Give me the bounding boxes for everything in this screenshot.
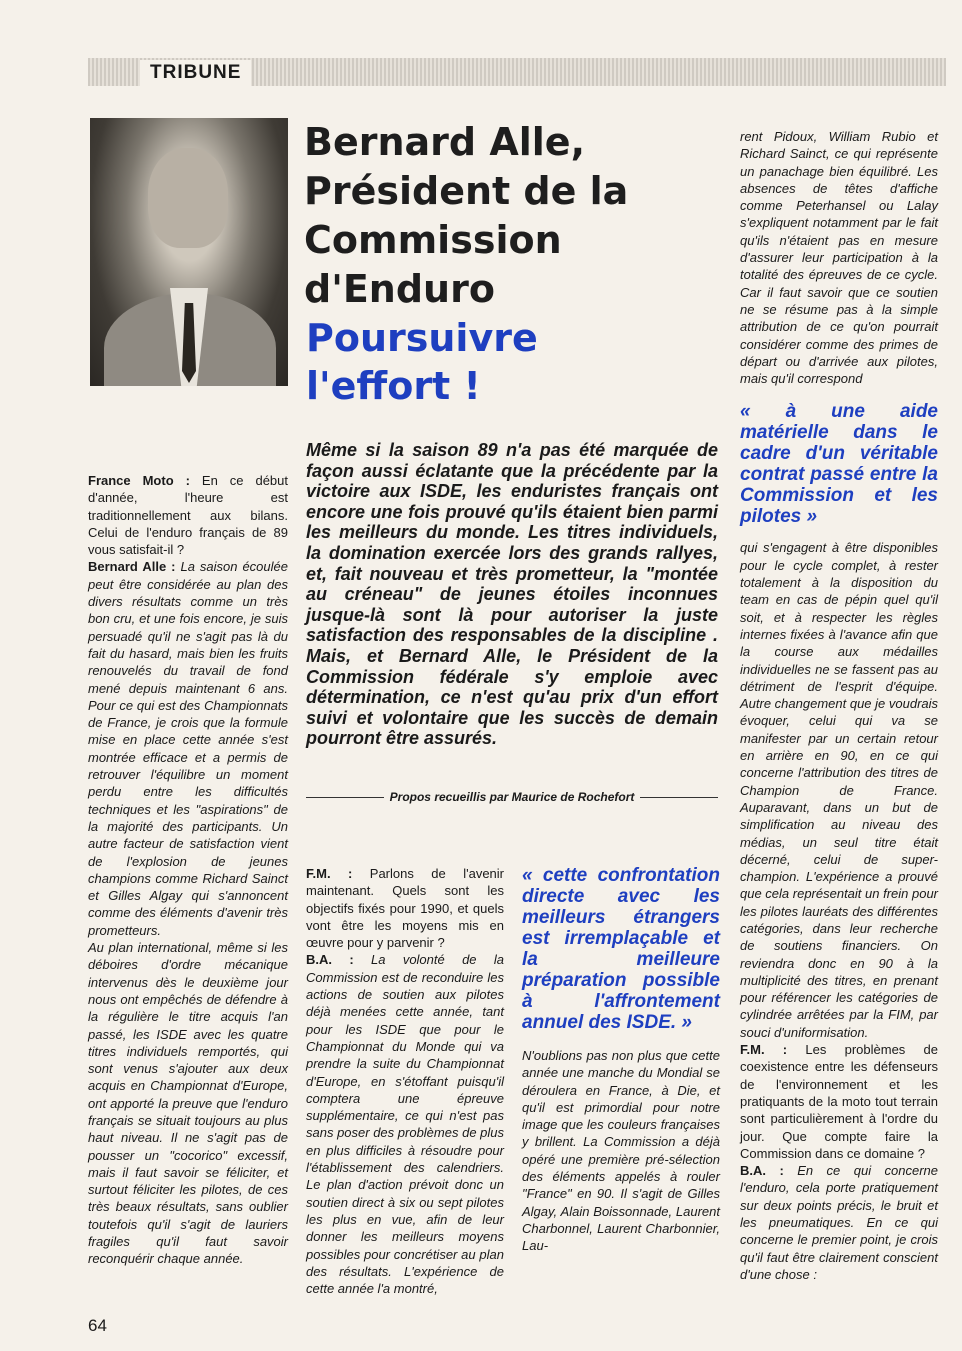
byline-rule: [306, 797, 384, 798]
portrait-photo: [90, 118, 288, 386]
column-3: [522, 865, 720, 1255]
portrait-head: [148, 148, 228, 248]
speaker-label: F.M. :: [306, 866, 370, 881]
question-text: Les problèmes de coexistence entre les défenseurs de l'environnement et les pratiquants de la moto tout terrain sont particulièrement à l'ordre du jour. Que compte faire la Commission dans ce domaine ?: [740, 1042, 939, 1161]
question-text: Parlons de l'avenir maintenant. Quels sont les objectifs fixés pour 1990, et quels vont être les moyens mis en œuvre pour y parvenir ?: [306, 866, 504, 951]
paragraph: Au plan international, même si les déboires d'ordre mécanique intervenus dès le deuxième jour nous ont empêchés de défendre à la régulière le titre acquis l'an passé, les ISDE avec les quatre titres individuels remportés, qui sont venus s'ajouter aux deux acquis en Championnat d'Europe, ont apporté la preuve que l'enduro français se situait toujours au plus haut niveau. Il ne s'agit pas de pousser un "cocorico" excessif, mais il faut savoir se féliciter, et surtout féliciter les pilotes, de ces très beaux résultats, sans oublier toutefois qu'il s'agit de lauriers fragiles qu'il faut savoir reconquérir chaque année.: [88, 940, 288, 1267]
paragraph: [306, 951, 504, 1297]
speaker-label: F.M. :: [740, 1042, 806, 1058]
title-line: Président de la: [304, 169, 629, 213]
speaker-label: B.A. :: [306, 952, 372, 968]
column-1: [88, 472, 288, 1268]
column-4: [740, 128, 938, 1283]
page-number: 64: [88, 1316, 107, 1335]
paragraph: qui s'engagent à être disponibles pour le cycle complet, à rester totalement à la disposition du team en cas de pépin quel qu'il soit, et à respecter les règles internes fixées à l'avance afin que la course aux médailles individuelles ne se fassent pas au détriment de l'esprit d'équipe. Autre changement que je voudrais évoquer, celui qui va se manifester par un certain retour en arrière en 90, en ce qui concerne l'attribution des titres de Champion de France. Auparavant, dans un but de simplification au niveau des médias, un seul titre était décerné, celui de super-champion. L'expérience a prouvé que cela représentait un frein pour les pilotes lauréats des différentes catégories, dans leur recherche de soutiens financiers. On reviendra donc en 90 à la multiplicité des titres, en prenant pour référencer les catégories de cylindrée arrêtées par la FIM, par souci d'uniformisation.: [740, 540, 939, 1040]
title-line: Bernard Alle,: [304, 120, 586, 164]
column-2: [306, 865, 504, 1297]
paragraph: [88, 472, 288, 558]
answer-text: La saison écoulée peut être considérée au plan des divers résultats comme un très bon cru, et une fois encore, je suis persuadé qu'il ne s'agit pas là du fait du hasard, mais bien les fruits renouvelés du travail de fond mené depuis maintenant 6 ans. Pour ce qui est des Championnats de France, je crois que la formule mise en place cette année s'est montrée efficace et a permis de retrouver l'équilibre un moment perdu entre les difficultés techniques et les "aspirations" de la majorité des participants. Un autre facteur de satisfaction vient de l'explosion de jeunes champions comme Richard Sainct et Gilles Algay qui s'annoncent comme des éléments d'avenir très prometteurs.: [88, 559, 288, 938]
answer-text: En ce qui concerne l'enduro, cela porte pratiquement sur deux points précis, le bruit et les pneumatiques. En ce qui concerne le premier point, je crois qu'il faut être clairement conscient d'une chose :: [740, 1163, 938, 1282]
pull-quote: « à une aide matérielle dans le cadre d'un véritable contrat passé entre la Commission et les pilotes »: [740, 401, 938, 528]
title-line: Commission: [304, 218, 562, 262]
byline-rule: [640, 797, 718, 798]
title-line: d'Enduro: [304, 267, 495, 311]
byline: [306, 790, 718, 804]
paragraph: [306, 865, 504, 951]
subtitle-line: Poursuivre: [306, 316, 538, 360]
article-title: [304, 118, 724, 314]
paragraph: rent Pidoux, William Rubio et Richard Sainct, ce qui représente un panachage bien équilibré. Les absences de têtes d'affiche comme Peterhansel ou Lalay s'expliquent notamment par le fait qu'ils n'étaient pas en mesure d'assurer leur participation à la totalité des épreuves de ce cycle. Car il faut savoir que ce soutien ne se résume pas à la simple attribution de ce qu'on pourrait considérer comme des primes de départ ou d'arrivée aux pilotes, mais qu'il correspond: [740, 129, 938, 387]
paragraph: [740, 1041, 938, 1162]
paragraph: [740, 1162, 938, 1283]
speaker-label: Bernard Alle :: [88, 559, 181, 575]
speaker-label: France Moto :: [88, 473, 202, 488]
section-label: TRIBUNE: [140, 60, 251, 86]
speaker-label: B.A. :: [740, 1163, 798, 1179]
answer-text: La volonté de la Commission est de reconduire les actions de soutien aux pilotes déjà menées cette année, tant pour les ISDE que pour le Championnat du Monde qui va prendre la suite du Championnat d'Europe, en s'étoffant puisqu'il comptera une épreuve supplémentaire, ce qui n'est pas sans poser des problèmes de plus en plus difficiles à résoudre pour l'établissement des calendriers. Le plan d'action prévoit donc un soutien direct à six ou sept pilotes les plus en vue, afin de leur donner les meilleurs moyens possibles pour concrétiser au plan des résultats. L'expérience de cette année l'a montré,: [306, 952, 505, 1297]
byline-text: Propos recueillis par Maurice de Rochefort: [389, 790, 635, 804]
paragraph: [88, 558, 288, 939]
lead-paragraph: Même si la saison 89 n'a pas été marquée de façon aussi éclatante que la précédente par la victoire aux ISDE, les enduristes français ont encore une fois prouvé qu'ils étaient bien parmi les meilleurs du monde. Les titres individuels, la domination exercée lors des grands rallyes, et, fait nouveau et très prometteur, la "montée au créneau" de jeunes étoiles inconnues jusque-là sont là pour autoriser la juste satisfaction des responsables de la discipline . Mais, et Bernard Alle, le Président de la Commission fédérale s'y emploie avec détermination, ce n'est qu'au prix d'un effort suivi et volontaire que les succès de demain pourront être assurés.: [306, 440, 718, 749]
article-subtitle: [306, 314, 726, 410]
paragraph: N'oublions pas non plus que cette année une manche du Mondial se déroulera en France, à Die, et qu'il est primordial pour notre image que les couleurs françaises y brillent. La Commission a déjà opéré une première pré-sélection des éléments appelés à rouler "France" en 90. Il s'agit de Gilles Algay, Alain Boissonnade, Laurent Charbonnel, Laurent Charbonnier, Lau-: [522, 1048, 720, 1254]
question-text: En ce début d'année, l'heure est traditionnellement aux bilans. Celui de l'enduro français de 89 vous satisfait-il ?: [88, 473, 288, 558]
pull-quote: « cette confrontation directe avec les meilleurs étrangers est irremplaçable et la meilleure préparation possible à l'affrontement annuel des ISDE. »: [522, 865, 720, 1033]
subtitle-line: l'effort !: [306, 364, 481, 408]
